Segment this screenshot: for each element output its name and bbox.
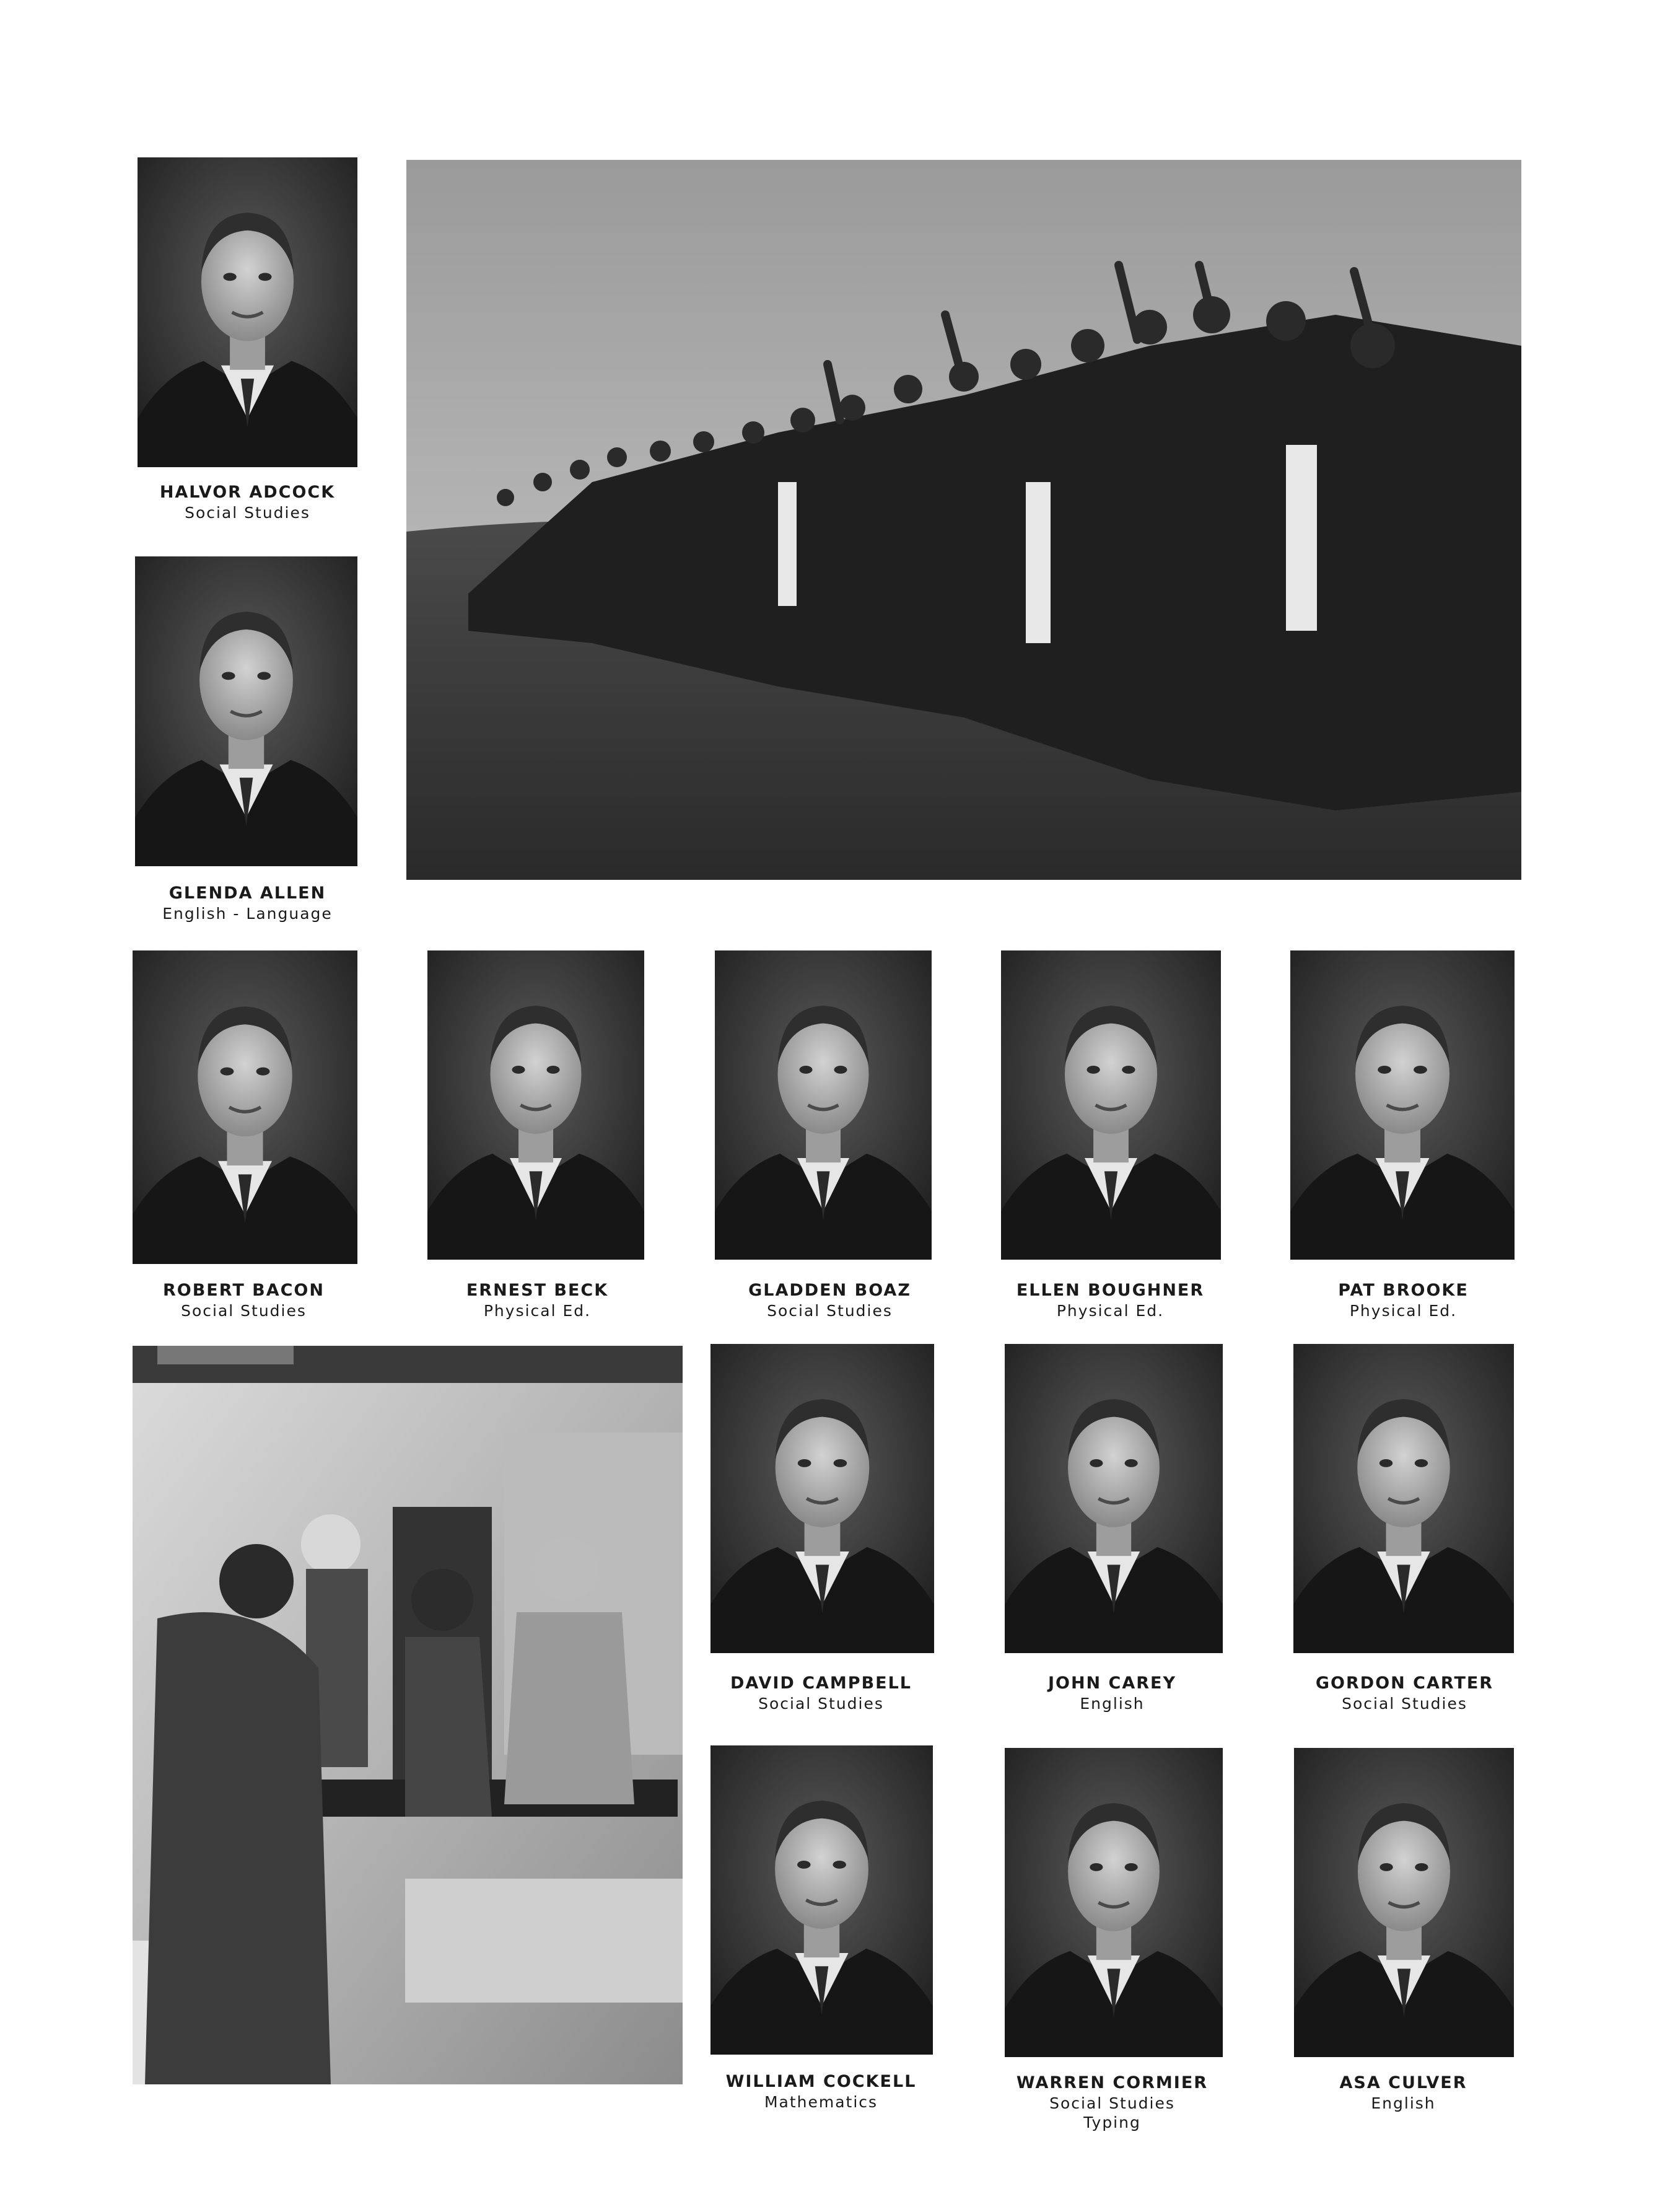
- portrait-halvor-adcock: [138, 157, 357, 467]
- portrait-ernest-beck: [427, 950, 644, 1260]
- faculty-subject: English: [1080, 1694, 1145, 1713]
- faculty-subject: Mathematics: [764, 2092, 878, 2111]
- faculty-name: ERNEST BECK: [466, 1281, 609, 1300]
- portrait-gordon-carter: [1293, 1344, 1514, 1653]
- caption-ellen-boughner: [988, 1280, 1233, 1320]
- faculty-name: ELLEN BOUGHNER: [1016, 1281, 1205, 1300]
- portrait-david-campbell: [710, 1344, 934, 1653]
- faculty-name: HALVOR ADCOCK: [159, 483, 336, 502]
- faculty-name: GORDON CARTER: [1315, 1674, 1494, 1693]
- faculty-name: GLADDEN BOAZ: [748, 1281, 911, 1300]
- caption-pat-brooke: [1281, 1280, 1526, 1320]
- portrait-asa-culver: [1294, 1748, 1514, 2057]
- faculty-name: ROBERT BACON: [162, 1281, 325, 1300]
- faculty-subject: Typing: [1083, 2113, 1141, 2131]
- faculty-name: JOHN CAREY: [1047, 1674, 1177, 1693]
- caption-gordon-carter: [1282, 1673, 1527, 1713]
- caption-glenda-allen: [125, 883, 370, 923]
- photo-cheering-crowd: [406, 160, 1521, 880]
- faculty-subject: Physical Ed.: [483, 1301, 592, 1320]
- faculty-subject: Social Studies: [181, 1301, 307, 1320]
- portrait-gladden-boaz: [715, 950, 932, 1260]
- faculty-name: WARREN CORMIER: [1016, 2073, 1209, 2092]
- caption-william-cockell: [699, 2071, 943, 2112]
- portrait-william-cockell: [710, 1745, 933, 2055]
- caption-asa-culver: [1281, 2073, 1526, 2113]
- faculty-name: GLENDA ALLEN: [168, 884, 326, 903]
- caption-david-campbell: [699, 1673, 943, 1713]
- caption-warren-cormier: [990, 2073, 1235, 2132]
- faculty-subject: Social Studies: [767, 1301, 893, 1320]
- faculty-subject: English: [1371, 2094, 1436, 2112]
- faculty-subject: Social Studies: [758, 1694, 884, 1713]
- faculty-name: ASA CULVER: [1339, 2073, 1467, 2092]
- caption-halvor-adcock: [125, 482, 370, 522]
- portrait-warren-cormier: [1005, 1748, 1223, 2057]
- faculty-subject: Physical Ed.: [1056, 1301, 1165, 1320]
- portrait-robert-bacon: [133, 950, 357, 1264]
- caption-ernest-beck: [415, 1280, 660, 1320]
- portrait-glenda-allen: [135, 556, 357, 866]
- caption-john-carey: [990, 1673, 1235, 1713]
- faculty-subject: English - Language: [162, 904, 333, 923]
- faculty-subject: Social Studies: [1342, 1694, 1467, 1713]
- faculty-name: WILLIAM COCKELL: [725, 2072, 917, 2091]
- portrait-john-carey: [1005, 1344, 1223, 1653]
- photo-classroom: [133, 1346, 683, 2084]
- portrait-ellen-boughner: [1001, 950, 1221, 1260]
- faculty-name: DAVID CAMPBELL: [730, 1674, 912, 1693]
- faculty-subject: Physical Ed.: [1349, 1301, 1458, 1320]
- faculty-name: PAT BROOKE: [1338, 1281, 1469, 1300]
- caption-gladden-boaz: [707, 1280, 952, 1320]
- faculty-subject: Social Studies: [1049, 2094, 1175, 2112]
- portrait-pat-brooke: [1290, 950, 1515, 1260]
- caption-robert-bacon: [121, 1280, 366, 1320]
- faculty-subject: Social Studies: [185, 503, 310, 522]
